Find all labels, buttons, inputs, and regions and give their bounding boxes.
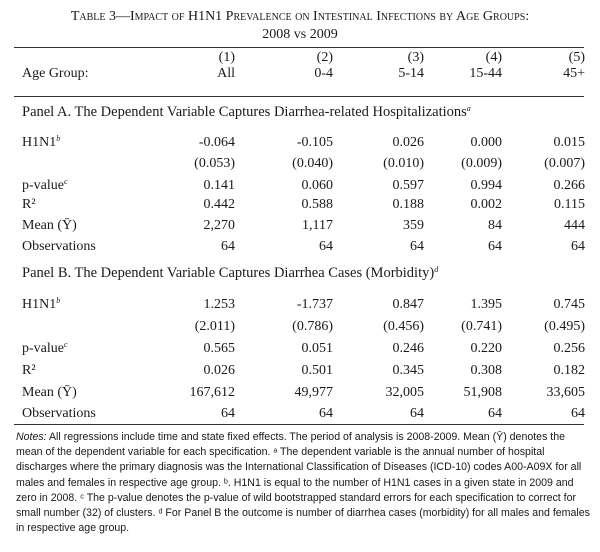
row-label	[22, 385, 77, 401]
table-title	[0, 9, 600, 25]
row-label-sup: b	[56, 134, 61, 143]
row-label-text: p-value	[22, 178, 64, 193]
notes-text: All regressions include time and state fixed effects. The period of analysis is 2008-2009. Mean (Ȳ) denotes the mean of the dependent variable for each specification. ᵃ The dependent variable is the annual number of hospital discharges where the primary diagnosis was the International Classification of Diseases (ICD-10) codes A00-A09X for all males and females in respective age group. ᵇ. H1N1 is equal to the number of H1N1 cases in a given state in 2009 and zero in 2008. ᶜ The p-value denotes the p-value of wild bootstrapped standard errors for each specification to correct for small number (32) of clusters. ᵈ For Panel B the outcome is number of diarrhea cases (morbidity) for all males and females in respective age group.	[16, 431, 590, 535]
row-label	[22, 218, 77, 234]
table-cell: 0.141	[203, 178, 235, 193]
table-cell: 0.597	[392, 178, 424, 193]
table-cell: (0.053)	[194, 156, 235, 171]
row-label-text: H1N1	[22, 297, 57, 312]
row-label	[22, 135, 60, 151]
row-label-text: Observations	[22, 239, 96, 254]
table-cell: 0.994	[470, 178, 502, 193]
table-cell: 0.182	[553, 363, 585, 378]
table-cell: 32,005	[385, 385, 424, 400]
panel-a-heading: Panel A. The Dependent Variable Captures Diarrhea-related Hospitalizations$^a$	[22, 104, 471, 120]
row-label	[22, 406, 96, 422]
top-rule	[14, 47, 584, 48]
column-label: 45+	[563, 66, 585, 81]
table-cell: 64	[571, 406, 585, 421]
table-cell: 167,612	[189, 385, 235, 400]
row-label-text: R²	[22, 197, 36, 212]
table-cell: (0.009)	[461, 156, 502, 171]
table-cell: 0.588	[301, 197, 333, 212]
table-cell: 0.345	[392, 363, 424, 378]
table-cell: 0.256	[553, 341, 585, 356]
table-cell: 0.000	[470, 135, 502, 150]
table-title-line1: Table 3—Impact of H1N1 Prevalence on Intestinal Infections by Age Groups:	[70, 9, 530, 24]
table-cell: 0.115	[554, 197, 585, 212]
table-cell: 64	[221, 239, 235, 254]
table-cell: -0.064	[198, 135, 235, 150]
table-cell: 51,908	[463, 385, 502, 400]
column-number: (2)	[316, 50, 333, 65]
table-cell: 2,270	[203, 218, 235, 233]
table-cell: 84	[488, 218, 502, 233]
table-cell: 64	[319, 406, 333, 421]
row-label-text: Observations	[22, 406, 96, 421]
table-cell: -1.737	[296, 297, 333, 312]
row-label	[22, 341, 68, 357]
table-cell: 64	[488, 406, 502, 421]
row-label	[22, 363, 36, 379]
table-cell: 0.442	[203, 197, 235, 212]
row-label-text: Mean (Ȳ)	[22, 385, 77, 400]
column-label: 15-44	[469, 66, 502, 81]
table-cell: 0.501	[301, 363, 333, 378]
table-cell: 0.002	[470, 197, 502, 212]
row-label-text: H1N1	[22, 135, 57, 150]
age-group-label: Age Group:	[22, 66, 89, 81]
table-title-line2: 2008 vs 2009	[262, 27, 338, 42]
table-cell: 0.060	[301, 178, 333, 193]
table-cell: 33,605	[546, 385, 585, 400]
header-rule	[14, 96, 584, 97]
table-cell: 49,977	[294, 385, 333, 400]
table-cell: (0.010)	[383, 156, 424, 171]
table-cell: 1,117	[302, 218, 333, 233]
table-cell: 64	[221, 406, 235, 421]
row-label	[22, 239, 96, 255]
row-label-sup: c	[63, 177, 68, 186]
bottom-rule	[14, 424, 584, 425]
table-cell: 64	[488, 239, 502, 254]
row-label-sup: c	[63, 340, 68, 349]
table-cell: (0.495)	[544, 319, 585, 334]
column-number: (5)	[568, 50, 585, 65]
notes-label: Notes:	[16, 431, 47, 443]
table-subtitle	[0, 27, 600, 43]
table-cell: 0.051	[301, 341, 333, 356]
column-number: (4)	[485, 50, 502, 65]
table-cell: 0.266	[553, 178, 585, 193]
table-cell: 0.745	[553, 297, 585, 312]
table-cell: 0.246	[392, 341, 424, 356]
table-cell: (0.040)	[292, 156, 333, 171]
table-cell: 0.847	[392, 297, 424, 312]
table-cell: 0.308	[470, 363, 502, 378]
table-cell: 0.565	[203, 341, 235, 356]
table-notes	[16, 430, 592, 536]
row-label-text: R²	[22, 363, 36, 378]
row-label-text: p-value	[22, 341, 64, 356]
table-cell: 0.188	[392, 197, 424, 212]
table-cell: (0.007)	[544, 156, 585, 171]
column-number: (1)	[218, 50, 235, 65]
column-number: (3)	[407, 50, 424, 65]
panel-b-heading: Panel B. The Dependent Variable Captures Diarrhea Cases (Morbidity)$^d$	[22, 265, 439, 281]
row-label	[22, 178, 68, 194]
row-label-text: Mean (Ȳ)	[22, 218, 77, 233]
column-label: 5-14	[398, 66, 424, 81]
table-cell: 0.220	[470, 341, 502, 356]
table-cell: 0.026	[203, 363, 235, 378]
table-cell: 359	[403, 218, 424, 233]
table-cell: 64	[571, 239, 585, 254]
table-cell: 1.395	[470, 297, 502, 312]
table-cell: 64	[319, 239, 333, 254]
table-cell: (0.786)	[292, 319, 333, 334]
column-label: All	[217, 66, 235, 81]
column-label: 0-4	[314, 66, 333, 81]
row-label	[22, 297, 60, 313]
table-cell: 64	[410, 239, 424, 254]
table-cell: 64	[410, 406, 424, 421]
table-cell: (2.011)	[194, 319, 235, 334]
table-cell: 1.253	[203, 297, 235, 312]
table-cell: -0.105	[296, 135, 333, 150]
table-cell: 0.015	[553, 135, 585, 150]
row-label-sup: b	[56, 296, 61, 305]
row-label	[22, 197, 36, 213]
table-cell: (0.741)	[461, 319, 502, 334]
table-cell: 0.026	[392, 135, 424, 150]
table-cell: 444	[564, 218, 585, 233]
table-cell: (0.456)	[383, 319, 424, 334]
